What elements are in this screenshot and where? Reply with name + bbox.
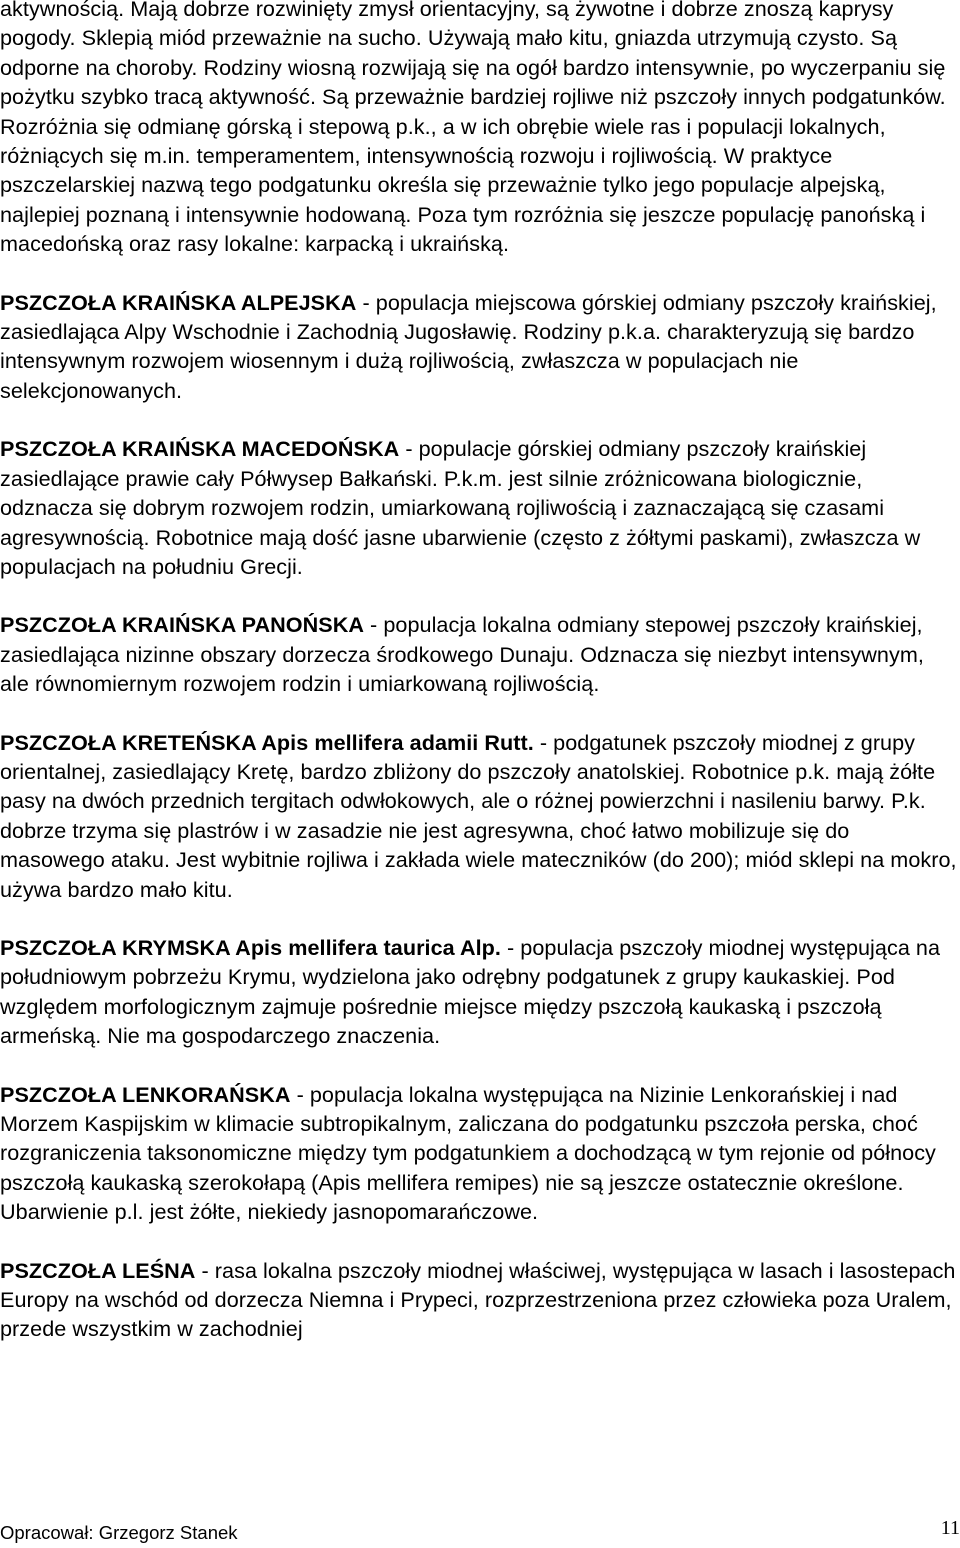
entry-heading: PSZCZOŁA KRAIŃSKA MACEDOŃSKA (0, 436, 400, 462)
page-number: 11 (940, 1517, 960, 1539)
entry-text: - populacje górskiej odmiany pszczoły kraińskiej zasiedlające prawie cały Półwysep Bałkański. P.k.m. jest silnie zróżnicowana biologicznie, odznacza się dobrym rozwojem rodzin, umiarkowaną rojliwością i zaznaczającą się czasami agresywnością. Robotnice mają dość jasne ubarwienie (często z żółtymi paskami), zwłaszcza w populacjach na południu Grecji. (0, 436, 921, 579)
entry-text: - podgatunek pszczoły miodnej z grupy orientalnej, zasiedlający Kretę, bardzo zbliżony do pszczoły anatolskiej. Robotnice p.k. mają żółte pasy na dwóch przednich tergitach odwłokowych, ale o różnej powierzchni i nasileniu barwy. P.k. dobrze trzyma się plastrów i w zasadzie nie jest agresywna, choć łatwo mobilizuje się do masowego ataku. Jest wybitnie rojliwa i zakłada wiele mateczników (do 200); miód sklepi na mokro, używa bardzo mało kitu. (0, 729, 957, 902)
entry-text: - populacja miejscowa górskiej odmiany pszczoły kraińskiej, zasiedlająca Alpy Wschodnie i Zachodnią Jugosławię. Rodziny p.k.a. charakteryzują się bardzo intensywnym rozwojem wiosennym i dużą rojliwością, zwłaszcza w populacjach nie selekcjonowanych. (0, 289, 937, 403)
entry-heading: PSZCZOŁA LENKORAŃSKA (0, 1081, 291, 1107)
entry-leśna (0, 1256, 958, 1344)
intro-paragraph (0, 0, 958, 259)
entry-text: - rasa lokalna pszczoły miodnej właściwej, występująca w lasach i lasostepach Europy na wschód od dorzecza Niemna i Prypeci, rozprzestrzeniona przez człowieka poza Uralem, przede wszystkim w zachodniej (0, 1257, 956, 1342)
entry-heading: PSZCZOŁA KRETEŃSKA Apis mellifera adamii Rutt. (0, 729, 534, 755)
entry-kraińska-macedońska (0, 434, 958, 581)
entry-kraińska-panońska (0, 610, 958, 698)
entry-text: - populacja lokalna odmiany stepowej pszczoły kraińskiej, zasiedlająca nizinne obszary dorzecza środkowego Dunaju. Odznacza się niezbyt intensywnym, ale równomiernym rozwojem rodzin i umiarkowaną rojliwością. (0, 612, 924, 697)
entry-lenkorańska (0, 1080, 958, 1227)
entry-kraińska-alpejska (0, 288, 958, 406)
entry-heading: PSZCZOŁA KRYMSKA Apis mellifera taurica Alp. (0, 934, 501, 960)
entry-heading: PSZCZOŁA KRAIŃSKA PANOŃSKA (0, 612, 364, 638)
footer-author: Opracował: Grzegorz Stanek (0, 1522, 238, 1543)
entry-kreteńska (0, 728, 958, 904)
entry-heading: PSZCZOŁA LEŚNA (0, 1257, 196, 1283)
entry-text: - populacja pszczoły miodnej występująca na południowym pobrzeżu Krymu, wydzielona jako odrębny podgatunek z grupy kaukaskiej. Pod względem morfologicznym zajmuje pośrednie miejsce między pszczołą kaukaską i pszczołą armeńską. Nie ma gospodarczego znaczenia. (0, 934, 941, 1049)
paragraph-text: aktywnością. Mają dobrze rozwinięty zmysł orientacyjny, są żywotne i dobrze znoszą kaprysy pogody. Sklepią miód przeważnie na sucho. Używają mało kitu, gniazda utrzymują czysto. Są odporne na choroby. Rodziny wiosną rozwijają się na ogół bardzo intensywnie, po wyczerpaniu się pożytku szybko tracą aktywność. Są przeważnie bardziej rojliwe niż pszczoły innych podgatunków. Rozróżnia się odmianę górską i stepową p.k., a w ich obrębie wiele ras i populacji lokalnych, różniących się m.in. temperamentem, intensywnością rozwoju i rojliwością. W praktyce pszczelarskiej nazwą tego podgatunku określa się przeważnie tylko jego populacje alpejską, najlepiej poznaną i intensywnie hodowaną. Poza tym rozróżnia się jeszcze populację panońską i macedońską oraz rasy lokalne: karpacką i ukraińską. (0, 0, 946, 257)
entry-heading: PSZCZOŁA KRAIŃSKA ALPEJSKA (0, 289, 357, 315)
entry-text: - populacja lokalna występująca na Nizinie Lenkorańskiej i nad Morzem Kaspijskim w klimacie subtropikalnym, zaliczana do podgatunku pszczoła perska, choć rozgraniczenia taksonomiczne między tym podgatunkiem a dochodzącą w tym rejonie od północy pszczołą kaukaską szerokołapą (Apis mellifera remipes) nie są jeszcze ostatecznie określone. Ubarwienie p.l. jest żółte, niekiedy jasnopomarańczowe. (0, 1081, 936, 1225)
entry-krymska (0, 933, 958, 1051)
